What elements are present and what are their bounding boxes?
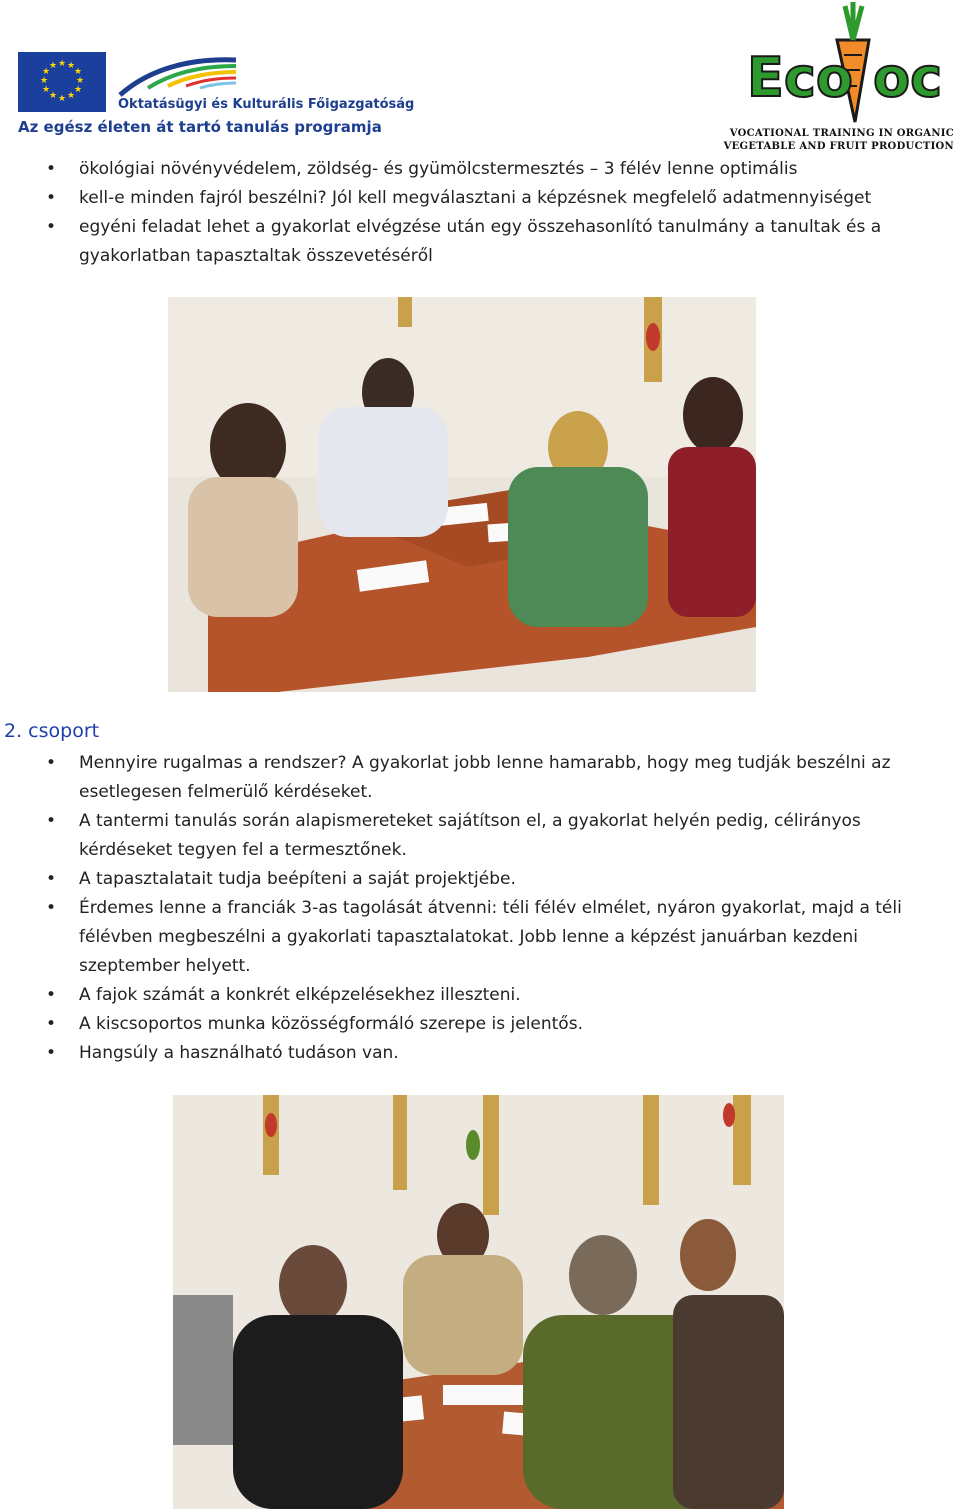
eu-flag-logo bbox=[18, 52, 106, 112]
program-name: Az egész életen át tartó tanulás programja bbox=[18, 118, 382, 136]
list-item bbox=[0, 807, 950, 865]
svg-text:★: ★ bbox=[57, 94, 67, 104]
list-item bbox=[0, 184, 950, 213]
bullet-icon: • bbox=[46, 869, 57, 889]
list-item bbox=[0, 865, 950, 894]
svg-text:★: ★ bbox=[66, 61, 76, 71]
svg-text:★: ★ bbox=[57, 59, 67, 69]
list-item-text: Mennyire rugalmas a rendszer? A gyakorlat jobb lenne hamarabb, hogy meg tudják beszélni az esetlegesen felmerülő kérdéseket. bbox=[79, 753, 891, 802]
list-item-text: Érdemes lenne a franciák 3-as tagolását átvenni: téli félév elmélet, nyáron gyakorlat, majd a téli félévben megbeszélni a gyakorlati tapasztalatokat. Jobb lenne a képzést januárban kezdeni szeptember helyett. bbox=[79, 898, 902, 976]
svg-text:★: ★ bbox=[66, 91, 76, 101]
group-discussion-photo-2 bbox=[173, 1095, 784, 1509]
ecovoc-logo bbox=[745, 0, 960, 128]
list-item-text: Hangsúly a használható tudáson van. bbox=[79, 1043, 399, 1063]
svg-text:oc: oc bbox=[873, 46, 943, 109]
svg-text:★: ★ bbox=[75, 76, 85, 86]
bullet-icon: • bbox=[46, 753, 57, 773]
list-item-text: A tapasztalatait tudja beépíteni a saját projektjébe. bbox=[79, 869, 516, 889]
svg-text:★: ★ bbox=[48, 91, 58, 101]
bullet-icon: • bbox=[46, 1014, 57, 1034]
list-item bbox=[0, 1039, 950, 1068]
ecovoc-tagline-line1: VOCATIONAL TRAINING IN ORGANIC bbox=[729, 128, 954, 139]
svg-text:★: ★ bbox=[73, 67, 83, 77]
discussion-points-list bbox=[0, 155, 950, 271]
svg-text:★: ★ bbox=[48, 61, 58, 71]
bullet-icon: • bbox=[46, 159, 57, 179]
bullet-icon: • bbox=[46, 811, 57, 831]
ecovoc-tagline-line2: VEGETABLE AND FRUIT PRODUCTION bbox=[723, 141, 954, 152]
list-item-text: A kiscsoportos munka közösségformáló szerepe is jelentős. bbox=[79, 1014, 583, 1034]
bullet-icon: • bbox=[46, 188, 57, 208]
agency-name: Oktatásügyi és Kulturális Főigazgatóság bbox=[118, 97, 415, 112]
bullet-icon: • bbox=[46, 1043, 57, 1063]
list-item-text: kell-e minden fajról beszélni? Jól kell megválasztani a képzésnek megfelelő adatmennyiséget bbox=[79, 188, 872, 208]
list-item-text: ökológiai növényvédelem, zöldség- és gyümölcstermesztés – 3 félév lenne optimális bbox=[79, 159, 798, 179]
svg-text:★: ★ bbox=[73, 85, 83, 95]
group-discussion-photo-1 bbox=[168, 297, 756, 692]
list-item bbox=[0, 749, 950, 807]
list-item bbox=[0, 155, 950, 184]
svg-text:★: ★ bbox=[39, 76, 49, 86]
section-heading: 2. csoport bbox=[4, 720, 100, 742]
list-item-text: egyéni feladat lehet a gyakorlat elvégzése után egy összehasonlító tanulmány a tanultak és a gyakorlatban tapasztaltak összevetéséről bbox=[79, 217, 882, 266]
list-item-text: A fajok számát a konkrét elképzelésekhez illeszteni. bbox=[79, 985, 521, 1005]
list-item bbox=[0, 894, 950, 981]
svg-text:Eco: Eco bbox=[747, 46, 853, 109]
group2-points-list bbox=[0, 749, 950, 1068]
lifelong-learning-logo bbox=[118, 50, 238, 100]
bullet-icon: • bbox=[46, 898, 57, 918]
list-item bbox=[0, 213, 950, 271]
svg-text:★: ★ bbox=[41, 67, 51, 77]
svg-text:★: ★ bbox=[41, 85, 51, 95]
list-item-text: A tantermi tanulás során alapismereteket sajátítson el, a gyakorlat helyén pedig, célirányos kérdéseket tegyen fel a termesztőnek. bbox=[79, 811, 861, 860]
bullet-icon: • bbox=[46, 217, 57, 237]
list-item bbox=[0, 981, 950, 1010]
bullet-icon: • bbox=[46, 985, 57, 1005]
list-item bbox=[0, 1010, 950, 1039]
